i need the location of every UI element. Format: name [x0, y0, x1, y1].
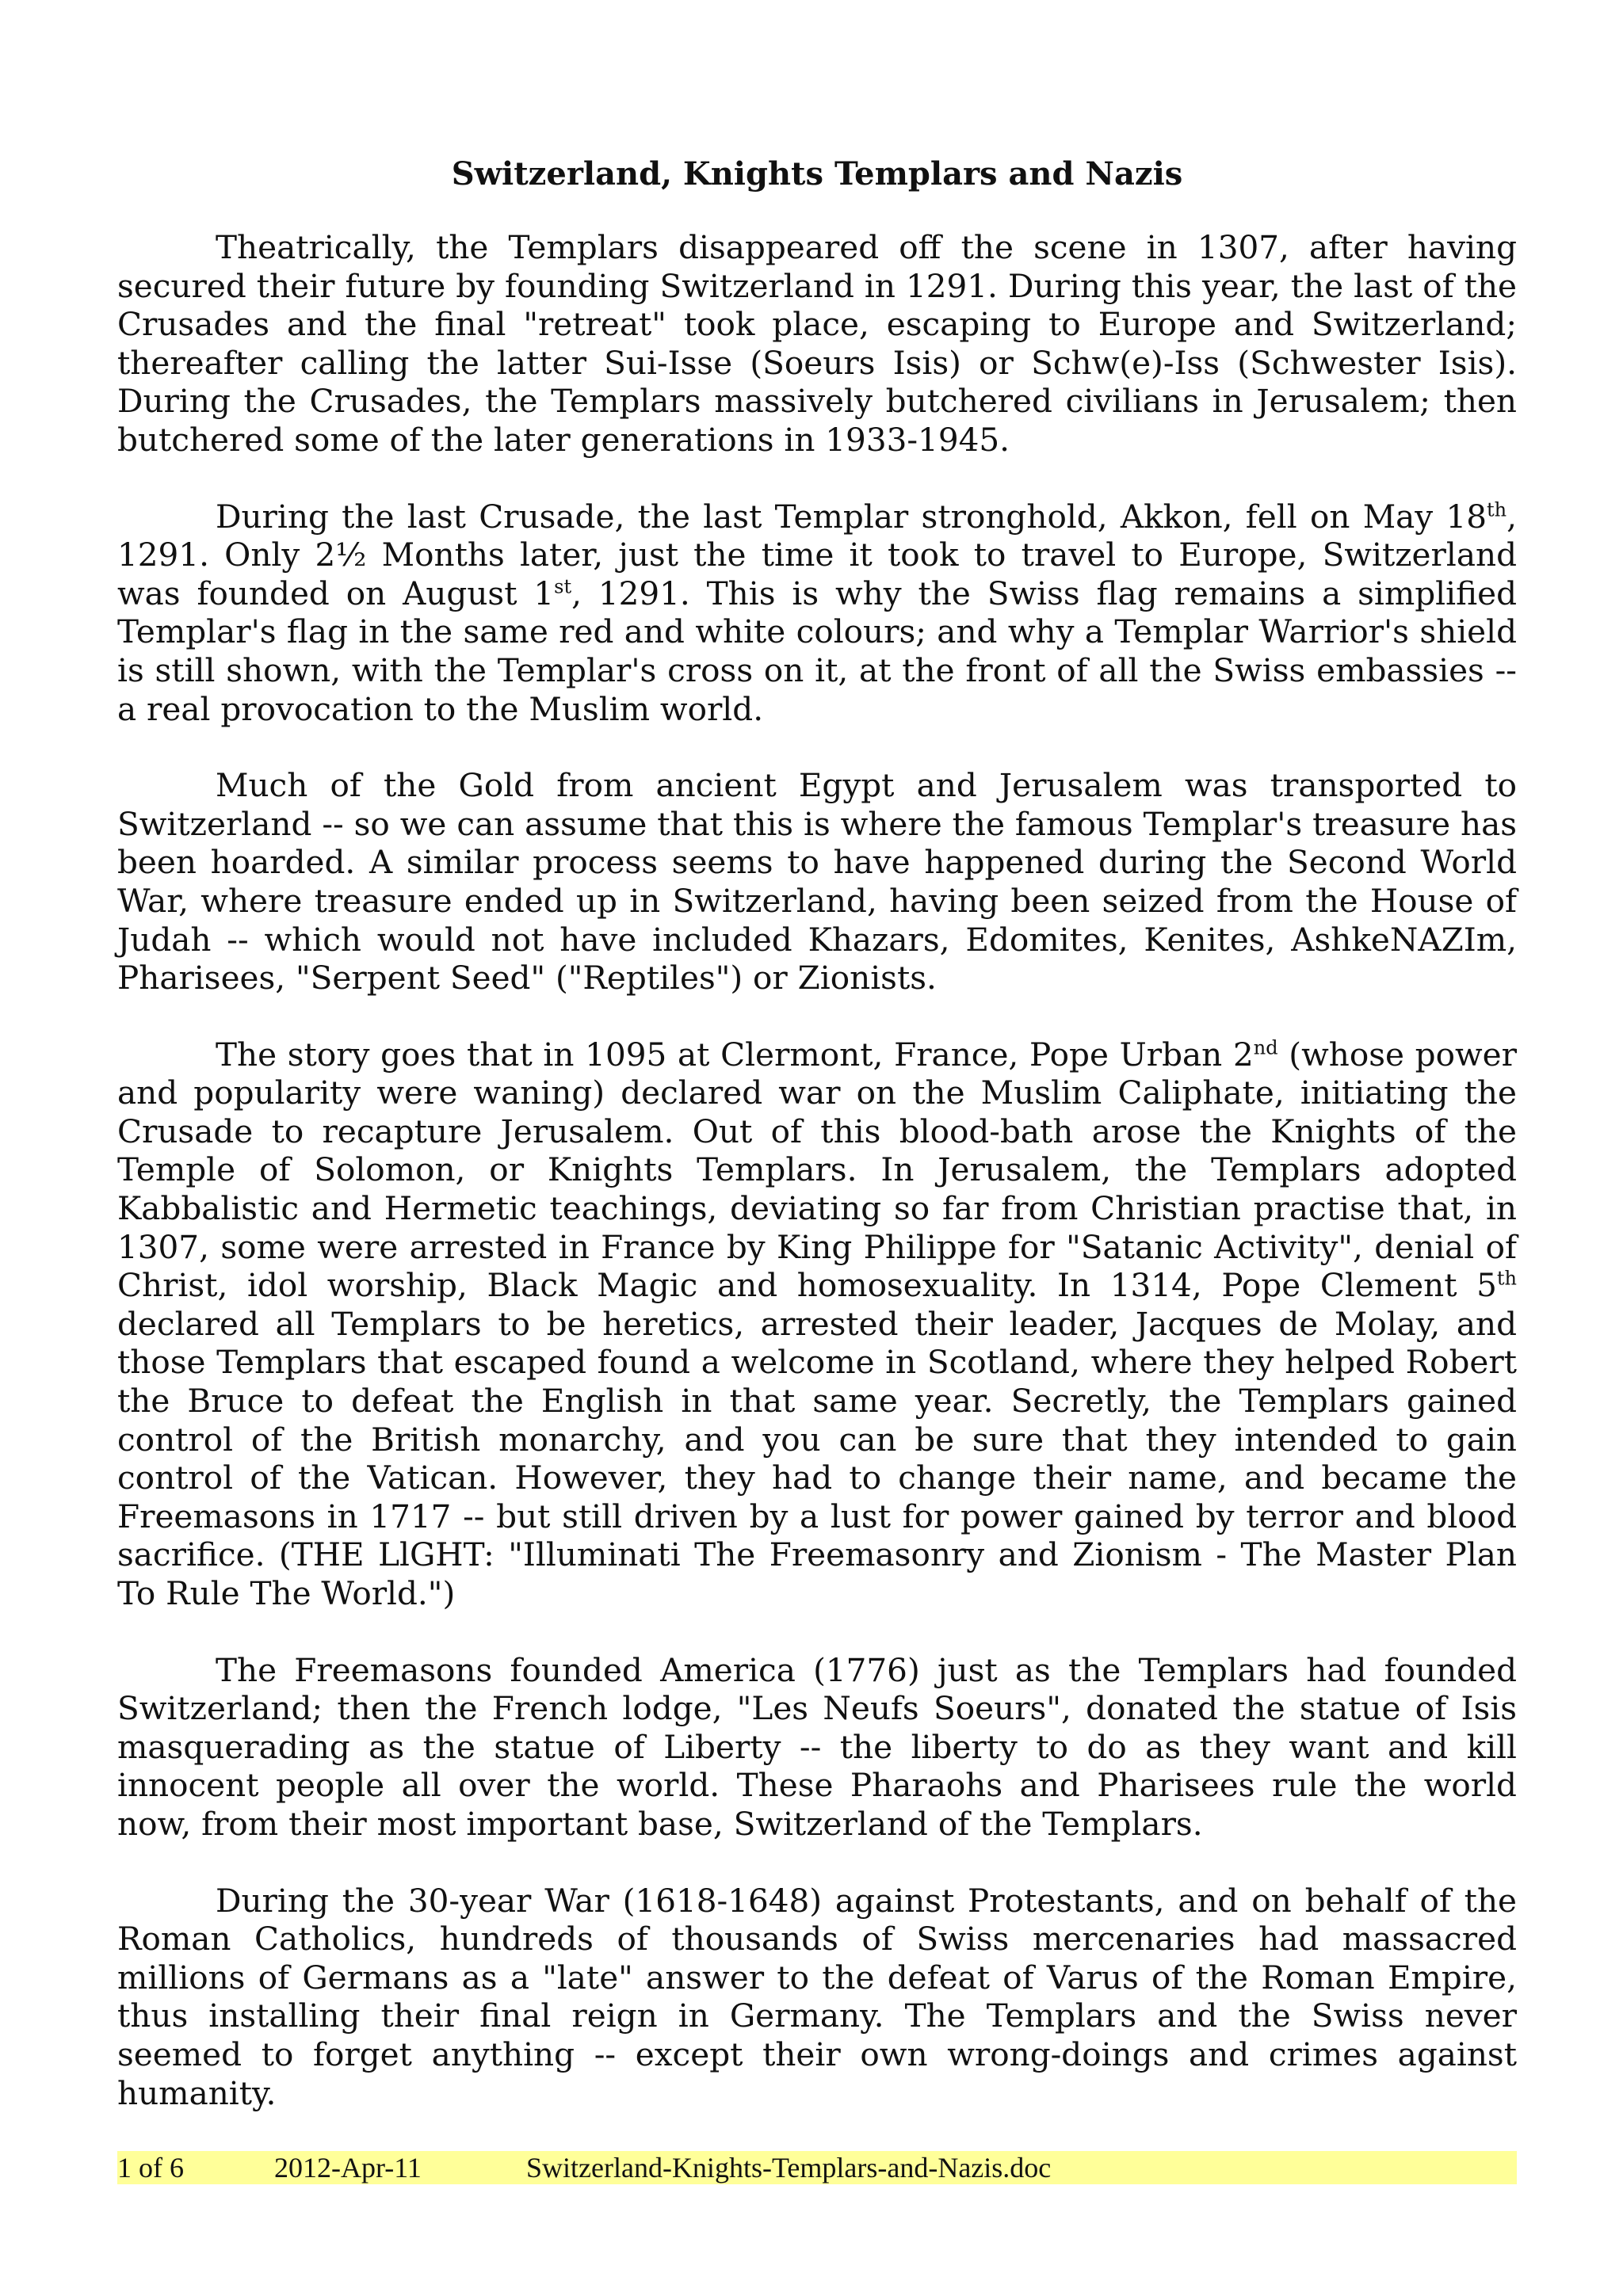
ordinal-superscript: nd	[1253, 1036, 1278, 1059]
paragraph-text: During the 30-year War (1618-1648) against Protestants, and on behalf of the Roman Catholics, hundreds of thousands of Swiss mercenaries had massacred millions of Germans as a "late" answer to the defeat of Varus of the Roman Empire, thus installing their final reign in Germany. The Templars and the Swiss never seemed to forget anything -- except their own wrong-doings and crimes against humanity.	[117, 1881, 1517, 2112]
paragraph-text: , 1291. This is why the Swiss flag remains a simplified Templar's flag in the same red and white colours; and why a Templar Warrior's shield is still shown, with the Templar's cross on it, at the front of all the Swiss embassies -- a real provocation to the Muslim world.	[117, 574, 1517, 728]
paragraph-text: The Freemasons founded America (1776) just as the Templars had founded Switzerland; then the French lodge, "Les Neufs Soeurs", donated the statue of Isis masquerading as the statue of Liberty -- the liberty to do as they want and kill innocent people all over the world. These Pharaohs and Pharisees rule the world now, from their most important base, Switzerland of the Templars.	[117, 1650, 1517, 1843]
page-title: Switzerland, Knights Templars and Nazis	[451, 155, 1183, 193]
footer-filename: Switzerland-Knights-Templars-and-Nazis.doc	[526, 2152, 1052, 2183]
paragraph-text: During the last Crusade, the last Templar stronghold, Akkon, fell on May 18	[216, 497, 1487, 536]
paragraph-6	[117, 1882, 1517, 2113]
paragraph-text: (whose power and popularity were waning) declared war on the Muslim Caliphate, initiating the Crusade to recapture Jerusalem. Out of this blood-bath arose the Knights of the Temple of Solomon, or Knights Templars. In Jerusalem, the Templars adopted Kabbalistic and Hermetic teachings, deviating so far from Christian practise that, in 1307, some were arrested in France by King Philippe for "Satanic Activity", denial of Christ, idol worship, Black Magic and homosexuality. In 1314, Pope Clement 5	[117, 1035, 1517, 1305]
paragraph-text: declared all Templars to be heretics, arrested their leader, Jacques de Molay, and those Templars that escaped found a welcome in Scotland, where they helped Robert the Bruce to defeat the English in that same year. Secretly, the Templars gained control of the British monarchy, and you can be sure that they intended to gain control of the Vatican. However, they had to change their name, and became the Freemasons in 1717 -- but still driven by a lust for power gained by terror and blood sacrifice. (THE LlGHT: "Illuminati The Freemasonry and Zionism - The Master Plan To Rule The World.")	[117, 1304, 1517, 1612]
paragraph-text: , 1291. Only 2½ Months later, just the time it took to travel to Europe, Switzerland was founded on August 1	[117, 497, 1517, 612]
paragraph-text: The story goes that in 1095 at Clermont, France, Pope Urban 2	[216, 1035, 1254, 1074]
paragraph-text: Much of the Gold from ancient Egypt and Jerusalem was transported to Switzerland -- so we can assume that this is where the famous Templar's treasure has been hoarded. A similar process seems to have happened during the Second World War, where treasure ended up in Switzerland, having been seized from the House of Judah -- which would not have included Khazars, Edomites, Kenites, AshkeNAZIm, Pharisees, "Serpent Seed" ("Reptiles") or Zionists.	[117, 766, 1517, 997]
page-footer	[117, 2151, 1517, 2184]
ordinal-superscript: th	[1496, 1267, 1517, 1290]
paragraph-1	[117, 228, 1517, 460]
paragraph-text: Theatrically, the Templars disappeared off the scene in 1307, after having secured their future by founding Switzerland in 1291. During this year, the last of the Crusades and the final "retreat" took place, escaping to Europe and Switzerland; thereafter calling the latter Sui-Isse (Soeurs Isis) or Schw(e)-Iss (Schwester Isis). During the Crusades, the Templars massively butchered civilians in Jerusalem; then butchered some of the later generations in 1933-1945.	[117, 228, 1517, 459]
paragraph-3	[117, 766, 1517, 997]
paragraph-5	[117, 1651, 1517, 1844]
footer-page-number: 1 of 6	[117, 2152, 184, 2183]
ordinal-superscript: th	[1487, 498, 1507, 521]
paragraph-4	[117, 1035, 1517, 1613]
footer-date: 2012-Apr-11	[274, 2152, 422, 2183]
ordinal-superscript: st	[554, 575, 572, 598]
document-body	[117, 228, 1517, 2150]
paragraph-2	[117, 498, 1517, 729]
